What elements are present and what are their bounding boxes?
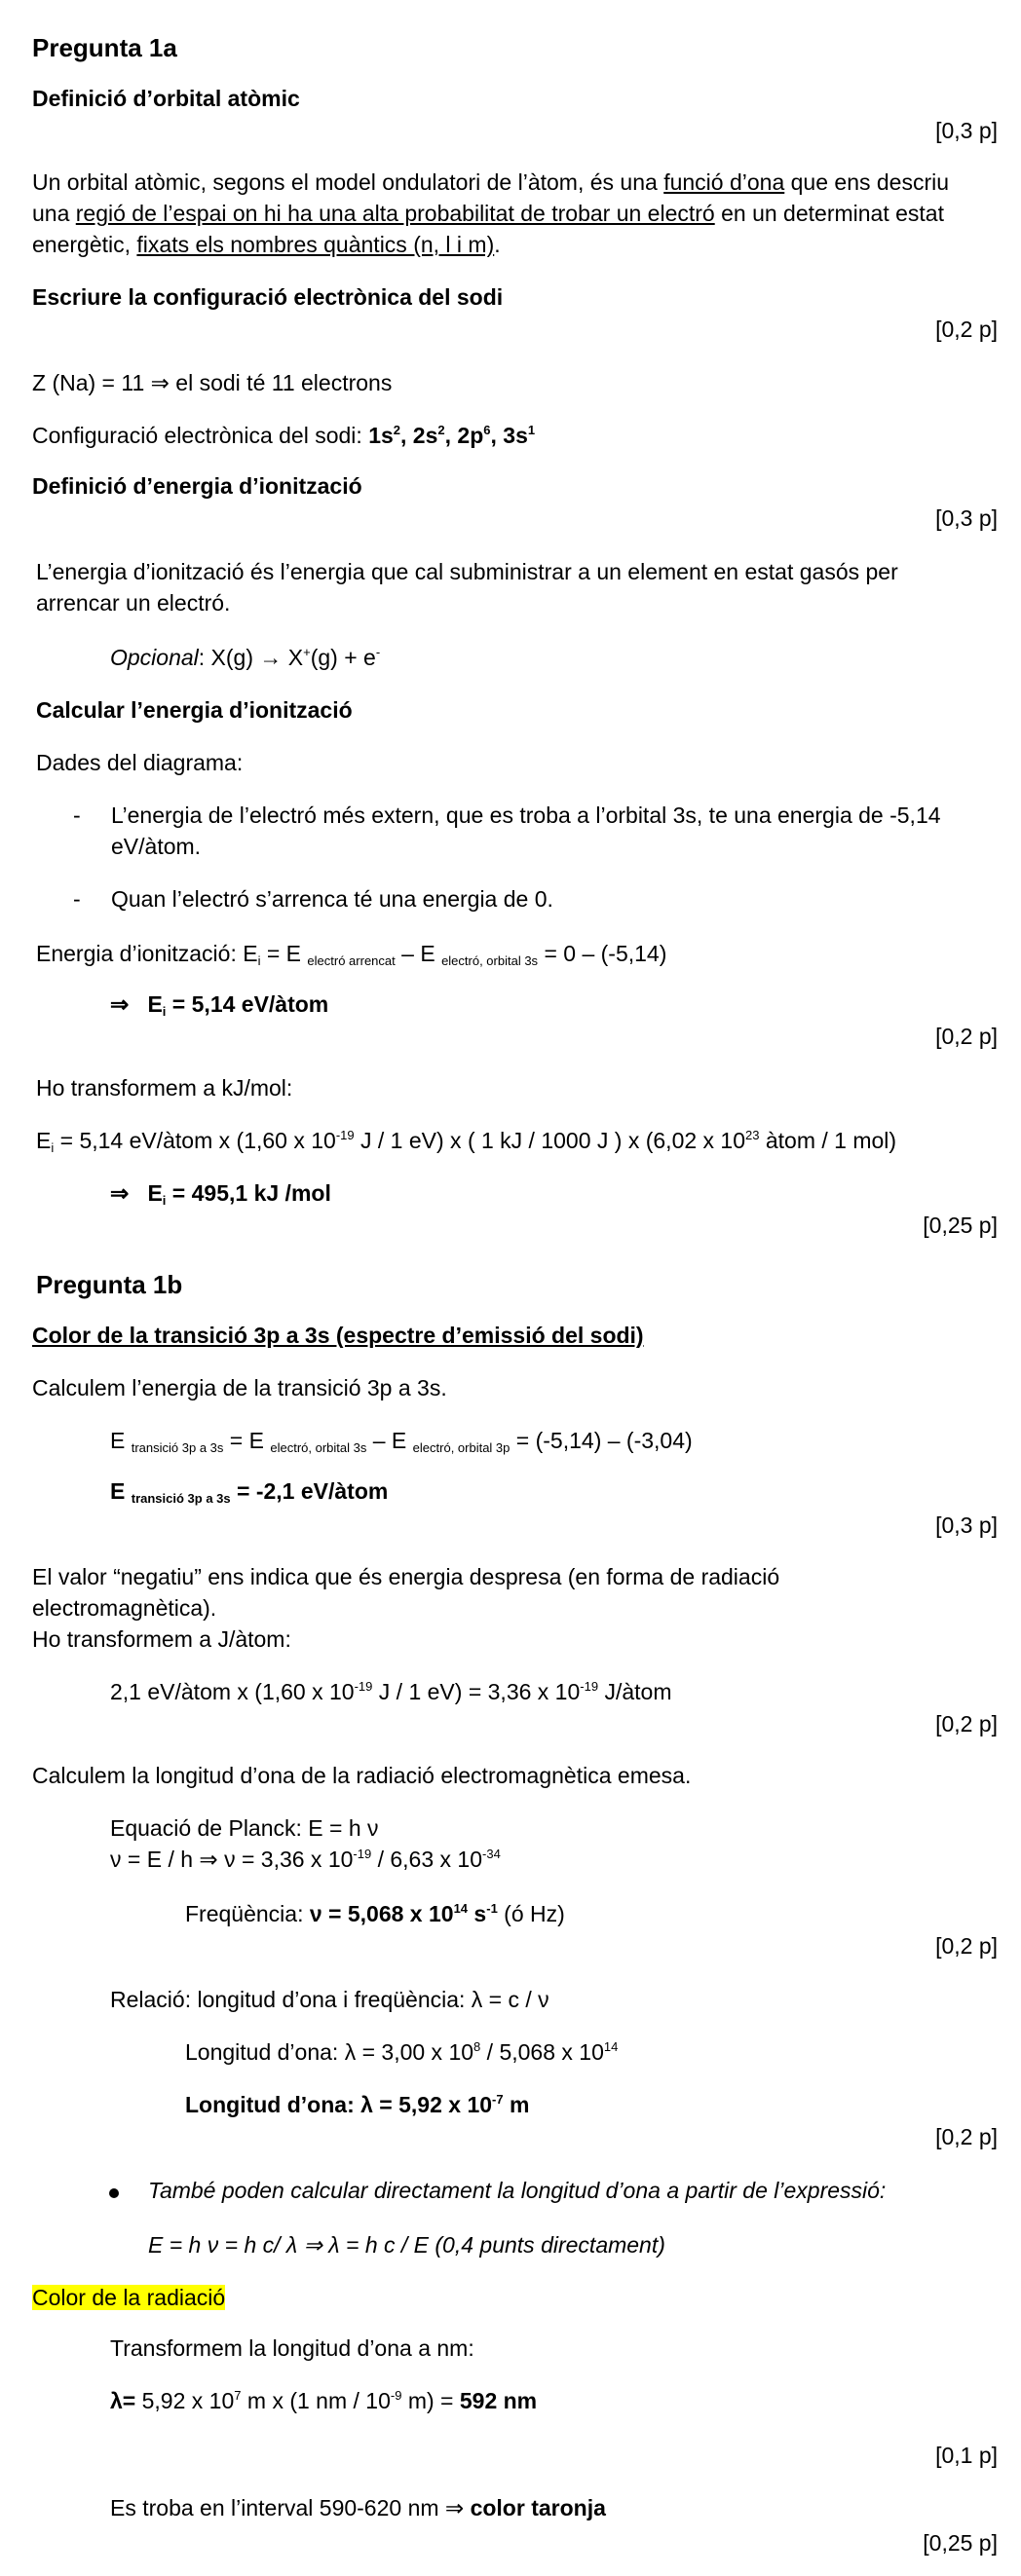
nm-conversion: λ= 5,92 x $10^7$ m x (1 nm / $10^{-9}$ m) = 592 nm: [110, 2388, 538, 2413]
planck-equation: Equació de Planck: E = h ν: [110, 1815, 379, 1841]
ionization-result-ev: ⇒ $E_i = 5,14$ eV/àtom: [110, 991, 329, 1019]
orbital-definition-line-3: energètic, fixats els nombres quàntics (n, l i m).: [32, 232, 501, 257]
orbital-definition-line-1: Un orbital atòmic, segons el model ondulatori de l’àtom, és una funció d’ona que ens descriu: [32, 169, 950, 195]
points-transition-energy: [0,3 p]: [935, 1512, 998, 1538]
diagram-data-label: Dades del diagrama:: [36, 750, 244, 775]
question-1b-title: Pregunta 1b: [36, 1270, 183, 1299]
ionization-energy-equation: Energia d’ionització: $E_i = E$ $_{electró arrencat}$ – E $_{electró, orbital 3s}$ = 0 – (-5,14): [36, 941, 667, 968]
direct-calculation-equation: E = h ν = h c/ λ ⇒ λ = h c / E (0,4 punts directament): [148, 2232, 665, 2258]
wavelength-intro: Calculem la longitud d’ona de la radiació electromagnètica emesa.: [32, 1763, 692, 1788]
points-ionization-definition: [0,3 p]: [935, 505, 998, 531]
negative-value-line-2: electromagnètica).: [32, 1595, 217, 1621]
points-frequency: [0,2 p]: [935, 1933, 998, 1959]
transform-j-label: Ho transformem a J/àtom:: [32, 1626, 291, 1652]
points-orbital: [0,3 p]: [935, 118, 998, 143]
points-nm: [0,1 p]: [935, 2443, 998, 2468]
data-item-1-line-2: eV/àtom.: [111, 834, 202, 859]
wavelength-result: Longitud d’ona: λ = 5,92 x $10^{-7}$ m: [185, 2092, 530, 2117]
wavelength-derivation: Longitud d’ona: λ = 3,00 x $10^8 / 5,068$ x $10^{14}$: [185, 2039, 619, 2065]
points-joule-conversion: [0,2 p]: [935, 1711, 998, 1736]
section-heading-configuration: Escriure la configuració electrònica del sodi: [32, 284, 504, 310]
data-item-2: Quan l’electró s’arrenca té una energia de 0.: [111, 886, 553, 912]
joule-conversion: 2,1 eV/àtom x (1,60 x $10^{-19}$ J / 1 eV) = 3,36 x $10^{-19}$ J/àtom: [110, 1679, 672, 1704]
points-ionization-kjmol: [0,25 p]: [923, 1213, 998, 1238]
points-color: [0,25 p]: [923, 2530, 998, 2556]
points-ionization-ev: [0,2 p]: [935, 1024, 998, 1049]
points-configuration: [0,2 p]: [935, 317, 998, 342]
atomic-number-line: Z (Na) = 11 ⇒ el sodi té 11 electrons: [32, 370, 393, 395]
transform-kjmol-label: Ho transformem a kJ/mol:: [36, 1075, 293, 1101]
question-1a-title: Pregunta 1a: [32, 33, 177, 62]
dash-bullet-2: -: [73, 886, 81, 912]
color-interval: Es troba en l’interval 590-620 nm ⇒ color taronja: [110, 2495, 606, 2520]
dash-bullet-1: -: [73, 803, 81, 828]
section-heading-ionization-definition: Definició d’energia d’ionització: [32, 473, 362, 499]
transition-energy-equation: E $_{transició 3p a 3s}$ = E $_{electró, orbital 3s}$ – E $_{electró, orbital 3p}$ = (-5,14) – (-3,04): [110, 1428, 693, 1455]
section-heading-orbital: Definició d’orbital atòmic: [32, 86, 300, 111]
transition-energy-intro: Calculem l’energia de la transició 3p a 3s.: [32, 1375, 447, 1400]
section-heading-ionization-calc: Calcular l’energia d’ionització: [36, 697, 353, 723]
conversion-equation: $E_i = 5,14$ eV/àtom x (1,60 x $10^{-19}$ J / 1 eV) x ( 1 kJ / 1000 J ) x (6,02 x $10^{23}$ àtom / 1 mol): [36, 1128, 897, 1155]
section-heading-color: Color de la radiació: [32, 2285, 226, 2310]
frequency-derivation: ν = E / h ⇒ ν = 3,36 x $10^{-19} / 6,63$ x $10^{-34}$: [110, 1847, 501, 1872]
negative-value-line-1: El valor “negatiu” ens indica que és energia despresa (en forma de radiació: [32, 1564, 780, 1589]
transition-energy-result: E $_{transició 3p a 3s}$ = -2,1 eV/àtom: [110, 1478, 389, 1506]
direct-calculation-note: També poden calcular directament la longitud d’ona a partir de l’expressió:: [148, 2178, 887, 2203]
ionization-definition-line-1: L’energia d’ionització és l’energia que cal subministrar a un element en estat gasós per: [36, 559, 898, 584]
optional-equation: Opcional: X(g) → X+(g) + e-: [110, 645, 381, 670]
frequency-result: Freqüència: ν = 5,068 x $10^{14}$ $s^{-1}$ (ó Hz): [185, 1901, 565, 1926]
electron-configuration-line: Configuració electrònica del sodi: $1s^2$, $2s^2$, $2p^6$, $3s^1$: [32, 423, 536, 448]
ionization-result-kjmol: ⇒ $E_i = 495,1$ kJ /mol: [110, 1180, 331, 1208]
data-item-1-line-1: L’energia de l’electró més extern, que es troba a l’orbital 3s, te una energia de -5,14: [111, 803, 941, 828]
ionization-definition-line-2: arrencar un electró.: [36, 590, 231, 616]
wavelength-frequency-relation: Relació: longitud d’ona i freqüència: λ = c / ν: [110, 1987, 549, 2012]
section-heading-transition: Color de la transició 3p a 3s (espectre d’emissió del sodi): [32, 1323, 644, 1348]
points-wavelength: [0,2 p]: [935, 2124, 998, 2149]
orbital-definition-line-2: una regió de l’espai on hi ha una alta probabilitat de trobar un electró en un determinat estat: [32, 201, 944, 226]
nm-transform-label: Transformem la longitud d’ona a nm:: [110, 2335, 474, 2361]
bullet-icon: [109, 2188, 119, 2198]
